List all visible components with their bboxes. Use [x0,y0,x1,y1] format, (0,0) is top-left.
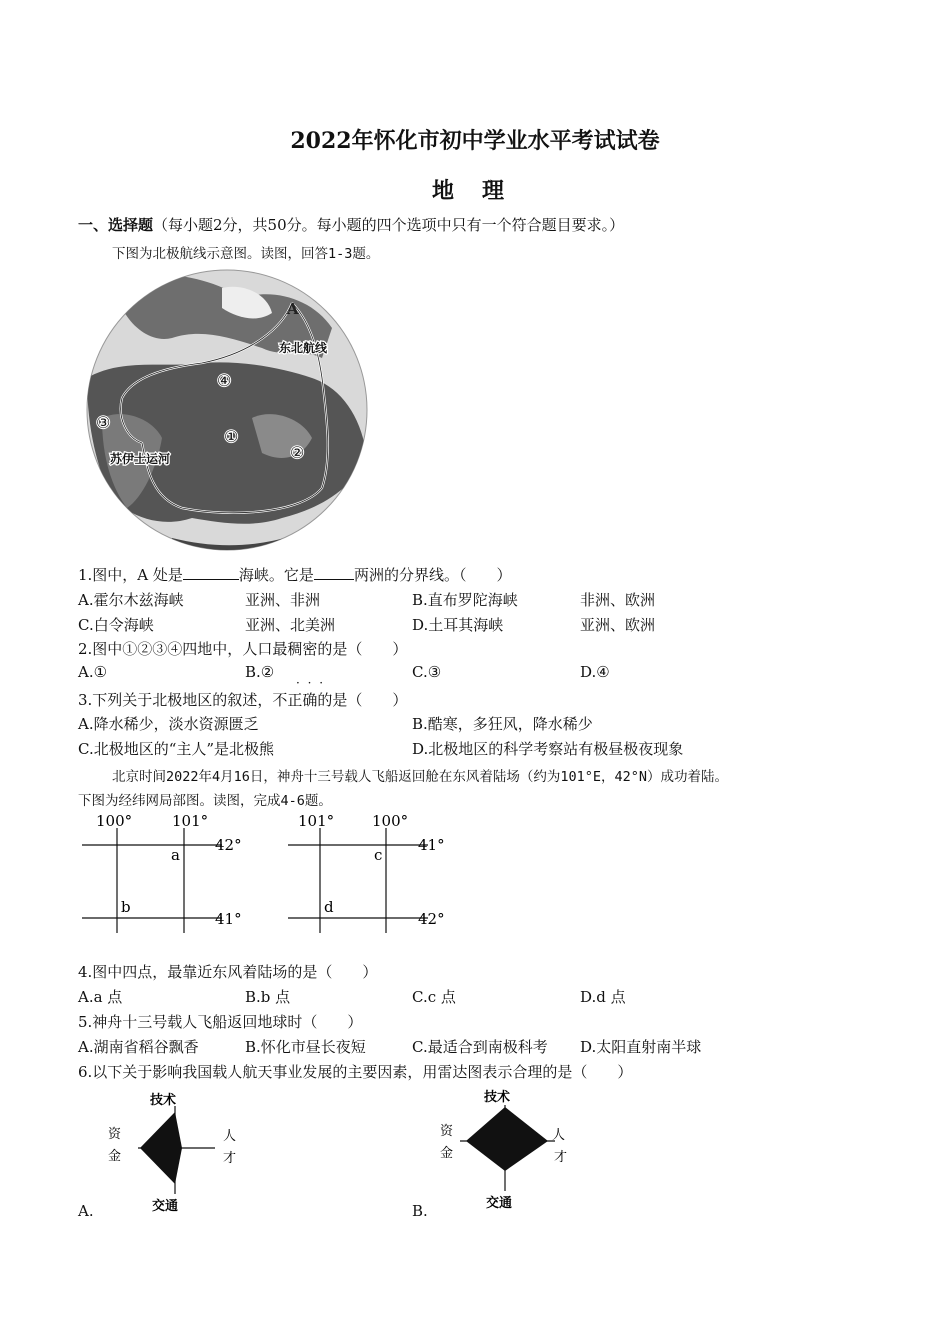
radar-b-left-label-1: 资 [440,1124,454,1139]
q4-option-c: C.c 点 [412,988,456,1006]
q3-option-d: D.北极地区的科学考察站有极昼极夜现象 [412,740,684,758]
grid-left-point-a: a [171,846,180,864]
marker-3: ③ [96,413,111,432]
radar-a-top-label: 技术 [150,1093,177,1108]
radar-b-top-label: 技术 [484,1090,511,1105]
label-northeast-route: 东北航线 [279,341,328,355]
lat-lon-grid-left [82,808,262,938]
grid-left-lat-bottom-label: 41° [215,910,242,928]
q1-blank-2 [314,565,354,580]
section-label: 一、选择题 [78,216,154,234]
q1-stem-part-2: 海峡。它是 [238,566,314,584]
section-heading [78,214,624,235]
radar-b-right-label-1: 人 [552,1128,566,1143]
radar-a-left-label-2: 金 [108,1149,122,1164]
grid-right-point-c: c [374,846,383,864]
marker-1: ① [224,427,239,446]
q1-blank-1 [183,565,239,580]
intro-1: 下图为北极航线示意图。读图，回答1-3题。 [112,246,380,262]
radar-a-right-label-1: 人 [223,1129,237,1144]
q4-stem: 4.图中四点，最靠近东风着陆场的是（ ） [78,963,378,981]
q5-option-b: B.怀化市昼长夜短 [245,1038,366,1056]
label-a: A [287,300,299,318]
radar-b-bottom-label: 交通 [486,1196,513,1211]
q3-emphasis-dots: · · · [296,676,326,690]
q6-option-b-label: B. [412,1202,428,1220]
q6-option-a-label: A. [78,1202,94,1220]
grid-right-lon-left-label: 101° [298,812,335,830]
radar-a-left-label-1: 资 [108,1127,122,1142]
q1-option-d: D.土耳其海峡 [412,616,504,634]
section-instructions: （每小题2分，共50分。每小题的四个选项中只有一个符合题目要求。） [153,216,625,234]
grid-right-lon-right-label: 100° [372,812,409,830]
marker-4: ④ [217,371,232,390]
arctic-route-map [82,268,372,553]
q1-stem [78,564,511,585]
radar-b-left-label-2: 金 [440,1146,454,1161]
q2-option-d: D.④ [580,663,610,681]
q4-option-b: B.b 点 [245,988,291,1006]
q2-option-a: A.① [78,663,108,681]
intro-2-line-1: 北京时间2022年4月16日，神舟十三号载人飞船返回舱在东风着陆场（约为101°E，42°N）成功着陆。 [112,769,729,785]
q1-option-b-continents: 非洲、欧洲 [580,591,656,609]
q5-option-a: A.湖南省稻谷飘香 [78,1038,199,1056]
radar-chart-a [100,1088,250,1213]
radar-a-right-label-2: 才 [223,1151,237,1166]
q5-option-d: D.太阳直射南半球 [580,1038,702,1056]
q1-option-c-continents: 亚洲、北美洲 [245,616,336,634]
marker-2: ② [290,443,305,462]
q1-option-a-continents: 亚洲、非洲 [245,591,321,609]
q1-option-b: B.直布罗陀海峡 [412,591,518,609]
q5-stem: 5.神舟十三号载人飞船返回地球时（ ） [78,1013,363,1031]
q3-option-a: A.降水稀少，淡水资源匮乏 [78,715,259,733]
grid-left-point-b: b [121,898,131,916]
q2-option-c: C.③ [412,663,442,681]
q1-option-a: A.霍尔木兹海峡 [78,591,184,609]
grid-right-lat-top-label: 41° [418,836,445,854]
q1-stem-part-3: 两洲的分界线。（ ） [353,566,512,584]
grid-right-point-d: d [324,898,334,916]
q1-option-d-continents: 亚洲、欧洲 [580,616,656,634]
q4-option-d: D.d 点 [580,988,626,1006]
grid-left-lat-top-label: 42° [215,836,242,854]
q3-stem: 3.下列关于北极地区的叙述，不正确的是（ ） [78,691,408,709]
grid-left-lon-left-label: 100° [96,812,133,830]
intro-2-line-2: 下图为经纬网局部图。读图，完成4-6题。 [78,793,332,809]
lat-lon-grid-right [288,808,468,938]
grid-right-lat-bottom-label: 42° [418,910,445,928]
q6-stem: 6.以下关于影响我国载人航天事业发展的主要因素，用雷达图表示合理的是（ ） [78,1063,633,1081]
radar-chart-b [430,1083,580,1213]
subject-title: 地理 [431,178,532,204]
q2-stem: 2.图中①②③④四地中，人口最稠密的是（ ） [78,640,408,658]
radar-a-polygon [140,1112,182,1184]
q1-stem-part-1: 1.图中，A 处是 [78,566,183,584]
q1-option-c: C.白令海峡 [78,616,154,634]
radar-a-bottom-label: 交通 [152,1199,179,1213]
grid-left-lon-right-label: 101° [172,812,209,830]
q5-option-c: C.最适合到南极科考 [412,1038,548,1056]
q3-option-c: C.北极地区的“主人”是北极熊 [78,740,275,758]
label-suez-canal: 苏伊士运河 [110,452,171,466]
q2-option-b: B.② [245,663,275,681]
radar-b-polygon [466,1107,548,1171]
exam-title: 2022年怀化市初中学业水平考试试卷 [290,128,660,154]
radar-b-right-label-2: 才 [554,1150,568,1165]
q4-option-a: A.a 点 [78,988,123,1006]
q3-option-b: B.酷寒，多狂风，降水稀少 [412,715,593,733]
